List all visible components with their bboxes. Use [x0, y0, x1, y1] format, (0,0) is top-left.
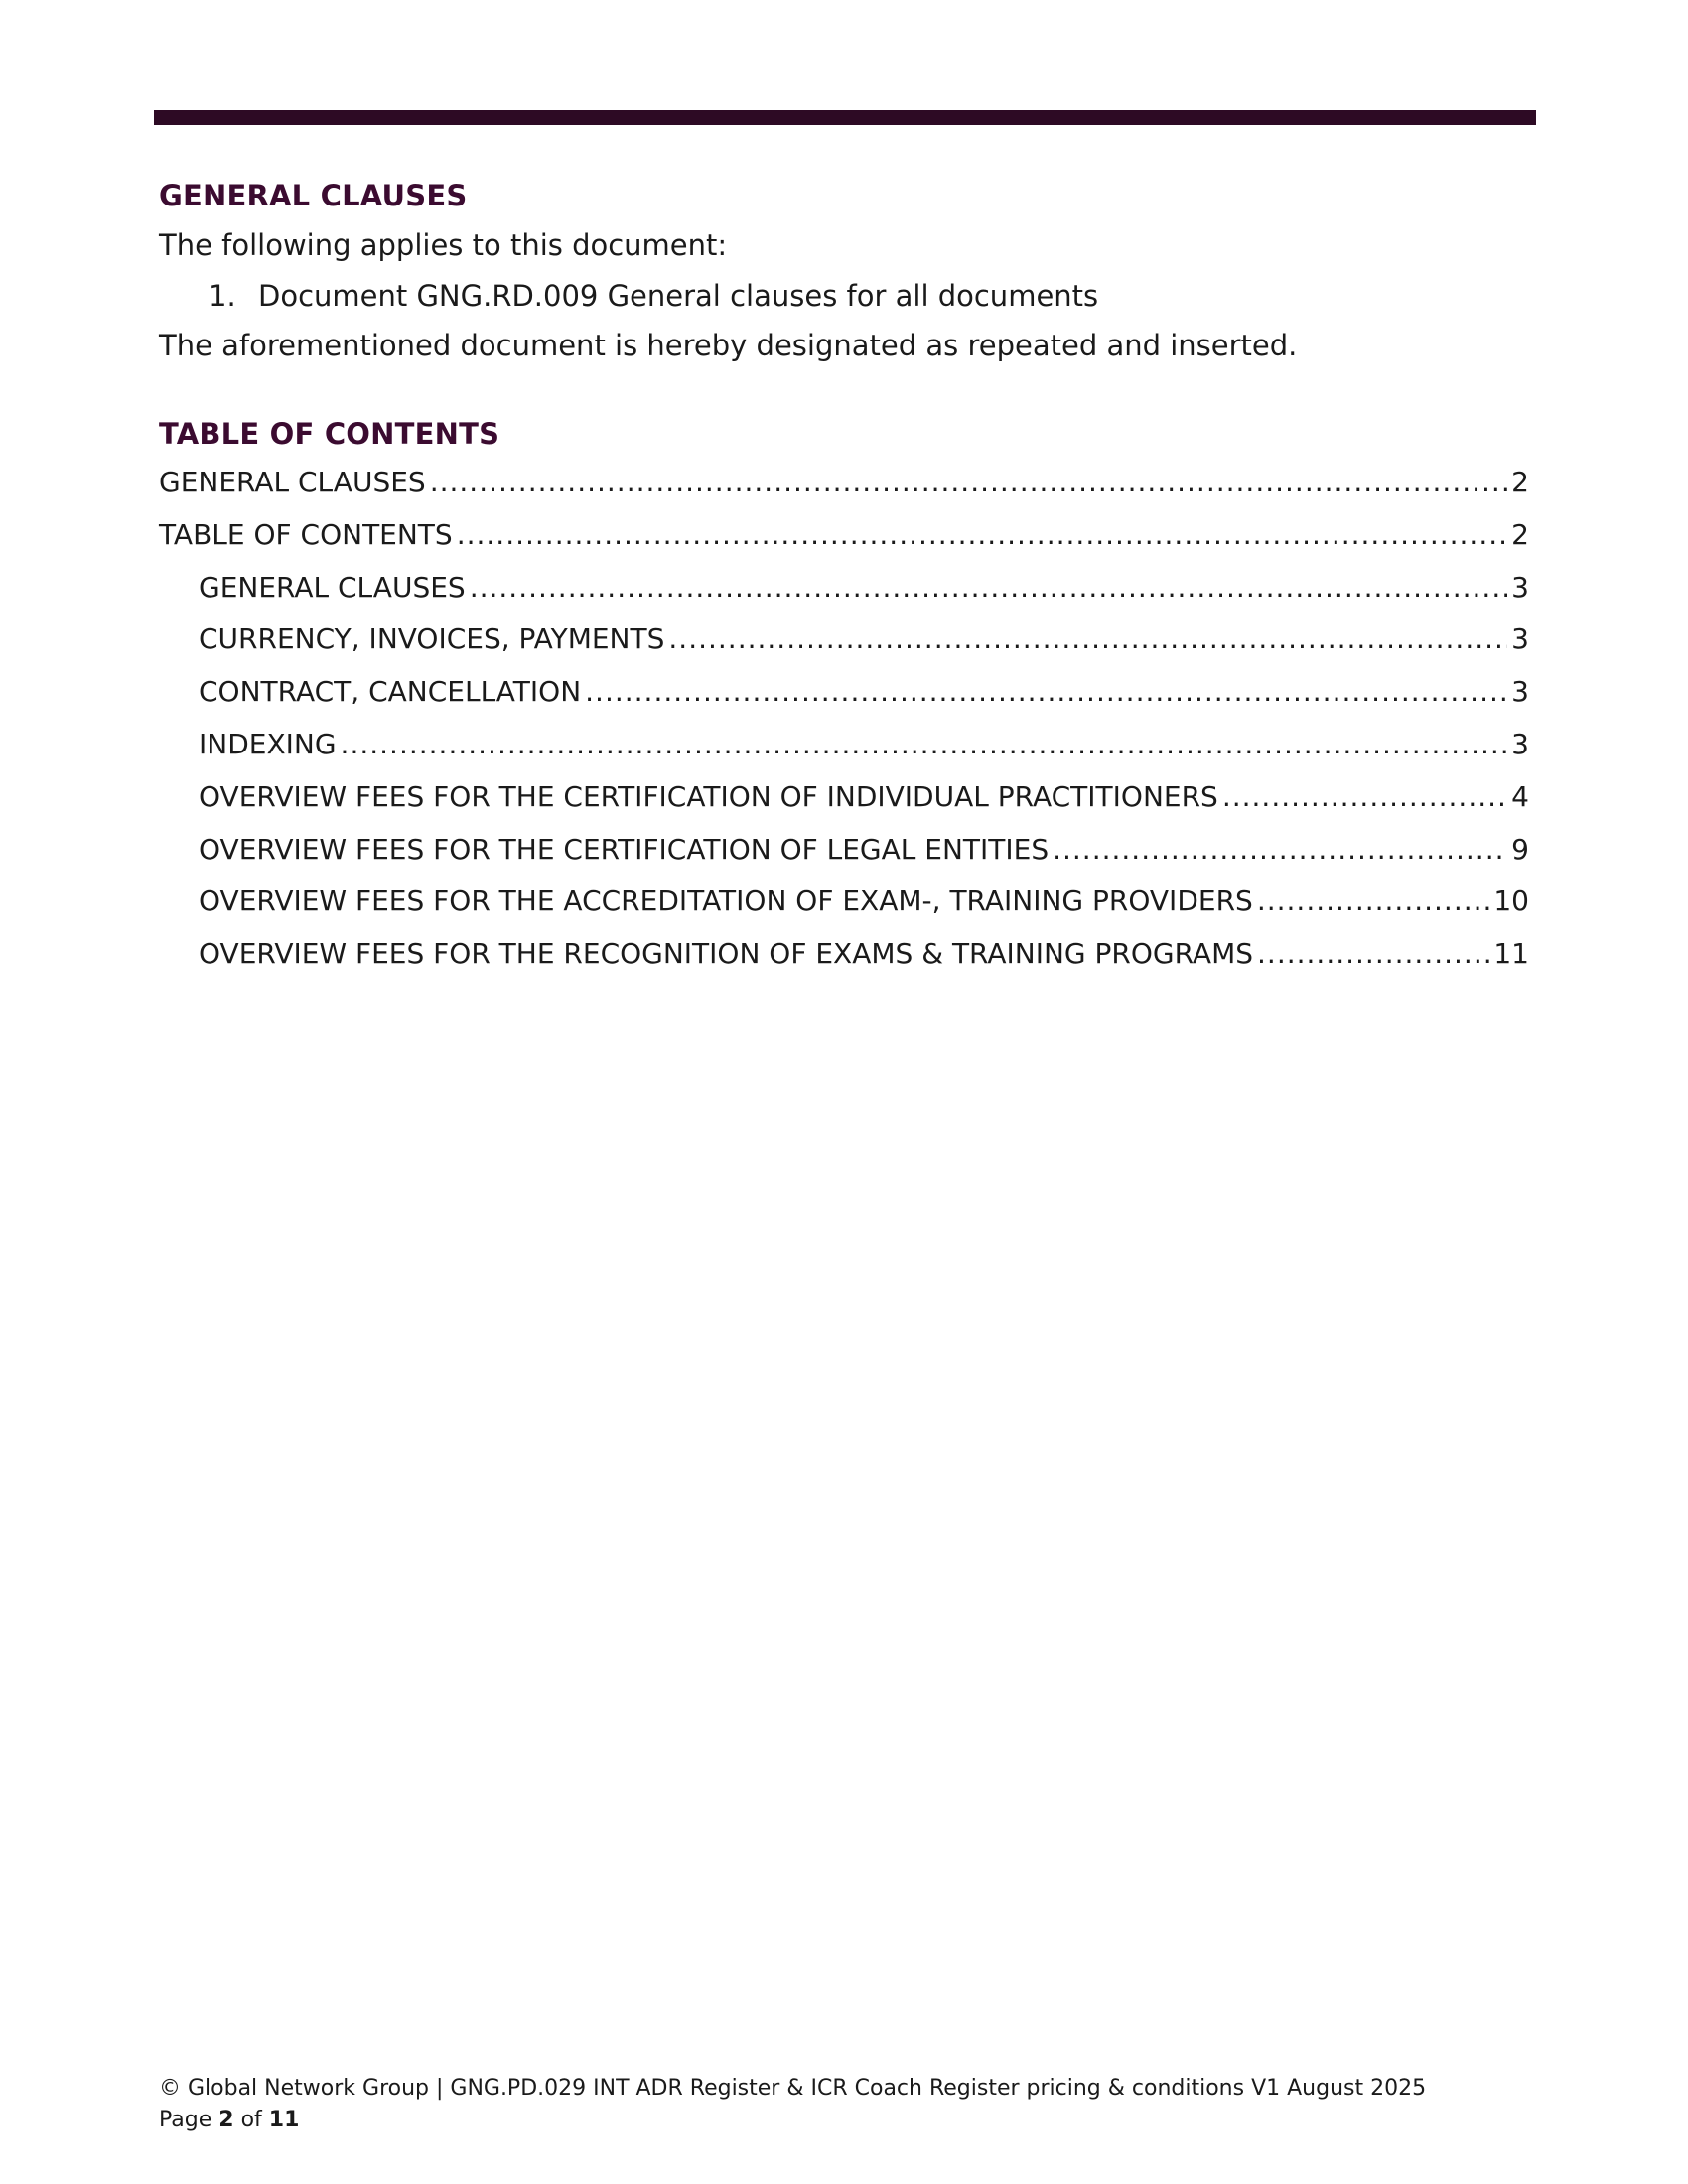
toc-entry[interactable]: [159, 466, 1529, 518]
toc-entry-label: INDEXING: [199, 727, 337, 760]
toc-entry[interactable]: [159, 518, 1529, 571]
toc-entry-page: 3: [1511, 622, 1529, 656]
list-item-number: 1.: [209, 279, 236, 313]
toc-entry[interactable]: [159, 937, 1529, 990]
toc-leader-dots: [585, 675, 1507, 708]
general-clauses-item: [209, 279, 1098, 313]
list-item-text: Document GNG.RD.009 General clauses for all documents: [258, 279, 1099, 313]
toc-leader-dots: [1053, 833, 1507, 866]
page-of: of: [240, 2108, 262, 2132]
toc-leader-dots: [1257, 885, 1490, 917]
toc-entry-label: OVERVIEW FEES FOR THE ACCREDITATION OF EXAM-, TRAINING PROVIDERS: [199, 885, 1253, 918]
toc-leader-dots: [1222, 780, 1507, 813]
toc-entry[interactable]: [159, 622, 1529, 675]
toc-entry[interactable]: [159, 780, 1529, 833]
toc-heading: TABLE OF CONTENTS: [159, 417, 500, 451]
general-clauses-heading: GENERAL CLAUSES: [159, 179, 468, 212]
toc-entry[interactable]: [159, 885, 1529, 937]
table-of-contents: [159, 466, 1529, 990]
toc-entry-page: 10: [1493, 885, 1529, 918]
toc-leader-dots: [1257, 937, 1489, 970]
toc-leader-dots: [430, 466, 1507, 498]
toc-entry-page: 11: [1493, 937, 1529, 971]
toc-entry-page: 4: [1511, 779, 1529, 813]
toc-entry-label: OVERVIEW FEES FOR THE RECOGNITION OF EXAMS & TRAINING PROGRAMS: [199, 937, 1254, 971]
general-clauses-intro: The following applies to this document:: [159, 228, 728, 262]
toc-entry-label: CONTRACT, CANCELLATION: [199, 675, 582, 709]
toc-entry[interactable]: [159, 675, 1529, 728]
toc-entry-page: 3: [1511, 570, 1529, 604]
footer-copyright: © Global Network Group | GNG.PD.029 INT ADR Register & ICR Coach Register pricing & conditions V1 August 2025: [159, 2076, 1427, 2101]
toc-entry-label: GENERAL CLAUSES: [159, 466, 426, 498]
footer-page-number: [159, 2105, 1426, 2136]
toc-entry-label: TABLE OF CONTENTS: [159, 517, 453, 551]
page-label: Page: [159, 2108, 212, 2132]
toc-entry-page: 2: [1511, 517, 1529, 551]
page-current: 2: [218, 2108, 234, 2132]
toc-entry-page: 3: [1511, 727, 1529, 760]
toc-entry[interactable]: [159, 571, 1529, 623]
toc-entry-label: GENERAL CLAUSES: [199, 570, 466, 604]
toc-entry-label: CURRENCY, INVOICES, PAYMENTS: [199, 622, 665, 656]
page-footer: [159, 2073, 1426, 2136]
general-clauses-closing: The aforementioned document is hereby designated as repeated and inserted.: [159, 329, 1298, 362]
toc-leader-dots: [470, 571, 1507, 604]
toc-leader-dots: [668, 622, 1507, 655]
toc-entry-label: OVERVIEW FEES FOR THE CERTIFICATION OF INDIVIDUAL PRACTITIONERS: [199, 779, 1218, 813]
toc-leader-dots: [341, 728, 1508, 760]
toc-entry-label: OVERVIEW FEES FOR THE CERTIFICATION OF LEGAL ENTITIES: [199, 832, 1050, 866]
toc-entry-page: 3: [1511, 675, 1529, 709]
toc-entry[interactable]: [159, 833, 1529, 886]
toc-leader-dots: [457, 518, 1507, 551]
toc-entry-page: 9: [1511, 832, 1529, 866]
header-rule: [154, 110, 1536, 125]
page-total: 11: [268, 2108, 300, 2132]
toc-entry[interactable]: [159, 728, 1529, 780]
toc-entry-page: 2: [1511, 466, 1529, 498]
